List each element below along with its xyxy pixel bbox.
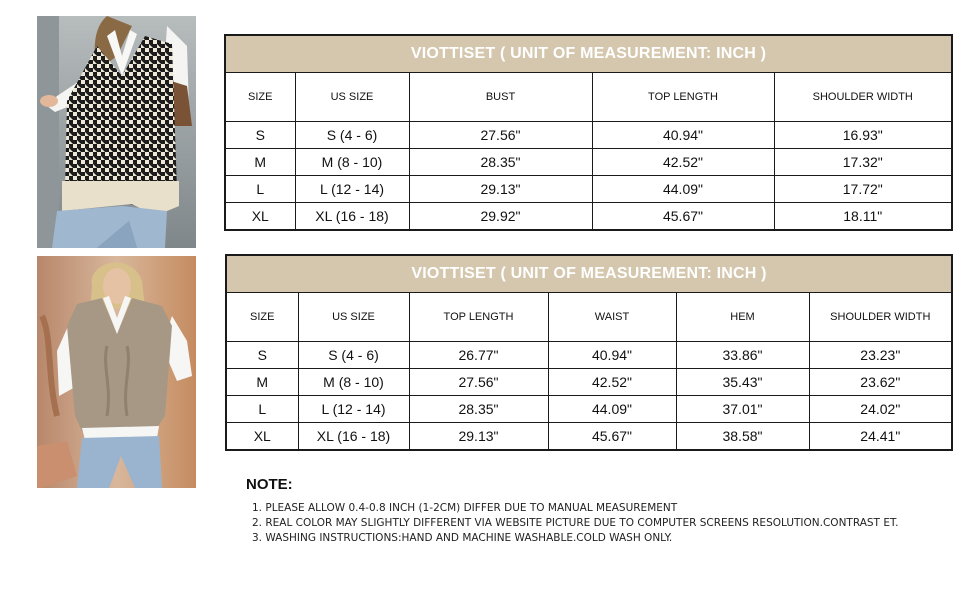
hem-cell: 33.86" xyxy=(676,342,809,369)
table-row xyxy=(226,423,952,451)
header-row xyxy=(226,293,952,342)
cable-knit-vest-photo xyxy=(37,256,196,488)
table-row xyxy=(226,396,952,423)
note-line: 1. PLEASE ALLOW 0.4-0.8 INCH (1-2CM) DIFFER DUE TO MANUAL MEASUREMENT xyxy=(252,502,678,514)
column-header: HEM xyxy=(676,293,809,342)
size-cell: M xyxy=(225,149,295,176)
hem-cell: 35.43" xyxy=(676,369,809,396)
note-list xyxy=(252,501,898,546)
shoulder-width-cell: 17.32" xyxy=(774,149,952,176)
us-size-cell: XL (16 - 18) xyxy=(295,203,409,231)
waist-cell: 44.09" xyxy=(548,396,676,423)
column-header: SHOULDER WIDTH xyxy=(809,293,952,342)
note-line: 2. REAL COLOR MAY SLIGHTLY DIFFERENT VIA WEBSITE PICTURE DUE TO COMPUTER SCREENS RESOLUTION.CONTRAST ET. xyxy=(252,517,899,529)
top-length-cell: 45.67" xyxy=(592,203,774,231)
table-row xyxy=(225,122,952,149)
us-size-cell: M (8 - 10) xyxy=(298,369,409,396)
shoulder-width-cell: 17.72" xyxy=(774,176,952,203)
note-line: 3. WASHING INSTRUCTIONS:HAND AND MACHINE WASHABLE.COLD WASH ONLY. xyxy=(252,532,673,544)
hem-cell: 38.58" xyxy=(676,423,809,451)
bust-cell: 29.92" xyxy=(409,203,592,231)
top-length-cell: 28.35" xyxy=(409,396,548,423)
waist-cell: 40.94" xyxy=(548,342,676,369)
size-cell: S xyxy=(225,122,295,149)
shoulder-width-cell: 24.02" xyxy=(809,396,952,423)
waist-cell: 42.52" xyxy=(548,369,676,396)
us-size-cell: L (12 - 14) xyxy=(298,396,409,423)
size-cell: L xyxy=(225,176,295,203)
column-header: US SIZE xyxy=(295,73,409,122)
shoulder-width-cell: 23.62" xyxy=(809,369,952,396)
header-row xyxy=(225,73,952,122)
table-title: VIOTTISET ( UNIT OF MEASUREMENT: INCH ) xyxy=(225,35,952,73)
shoulder-width-cell: 18.11" xyxy=(774,203,952,231)
top-length-cell: 42.52" xyxy=(592,149,774,176)
size-cell: XL xyxy=(226,423,298,451)
column-header: SIZE xyxy=(226,293,298,342)
size-chart-table-2 xyxy=(225,254,953,451)
bust-cell: 28.35" xyxy=(409,149,592,176)
top-length-cell: 44.09" xyxy=(592,176,774,203)
column-header: TOP LENGTH xyxy=(409,293,548,342)
size-cell: XL xyxy=(225,203,295,231)
table-row xyxy=(225,149,952,176)
table-row xyxy=(226,342,952,369)
table-row xyxy=(226,369,952,396)
us-size-cell: M (8 - 10) xyxy=(295,149,409,176)
bust-cell: 29.13" xyxy=(409,176,592,203)
column-header: WAIST xyxy=(548,293,676,342)
size-cell: S xyxy=(226,342,298,369)
table-row xyxy=(225,176,952,203)
shoulder-width-cell: 23.23" xyxy=(809,342,952,369)
houndstooth-vest-photo xyxy=(37,16,196,248)
shoulder-width-cell: 16.93" xyxy=(774,122,952,149)
shoulder-width-cell: 24.41" xyxy=(809,423,952,451)
table-title: VIOTTISET ( UNIT OF MEASUREMENT: INCH ) xyxy=(226,255,952,293)
column-header: SIZE xyxy=(225,73,295,122)
us-size-cell: XL (16 - 18) xyxy=(298,423,409,451)
table-row xyxy=(225,203,952,231)
us-size-cell: S (4 - 6) xyxy=(295,122,409,149)
column-header: SHOULDER WIDTH xyxy=(774,73,952,122)
top-length-cell: 40.94" xyxy=(592,122,774,149)
note-title: NOTE: xyxy=(246,476,293,493)
waist-cell: 45.67" xyxy=(548,423,676,451)
column-header: BUST xyxy=(409,73,592,122)
top-length-cell: 29.13" xyxy=(409,423,548,451)
bust-cell: 27.56" xyxy=(409,122,592,149)
top-length-cell: 27.56" xyxy=(409,369,548,396)
hem-cell: 37.01" xyxy=(676,396,809,423)
top-length-cell: 26.77" xyxy=(409,342,548,369)
size-cell: L xyxy=(226,396,298,423)
us-size-cell: L (12 - 14) xyxy=(295,176,409,203)
column-header: TOP LENGTH xyxy=(592,73,774,122)
size-cell: M xyxy=(226,369,298,396)
us-size-cell: S (4 - 6) xyxy=(298,342,409,369)
size-chart-table-1 xyxy=(224,34,953,231)
column-header: US SIZE xyxy=(298,293,409,342)
